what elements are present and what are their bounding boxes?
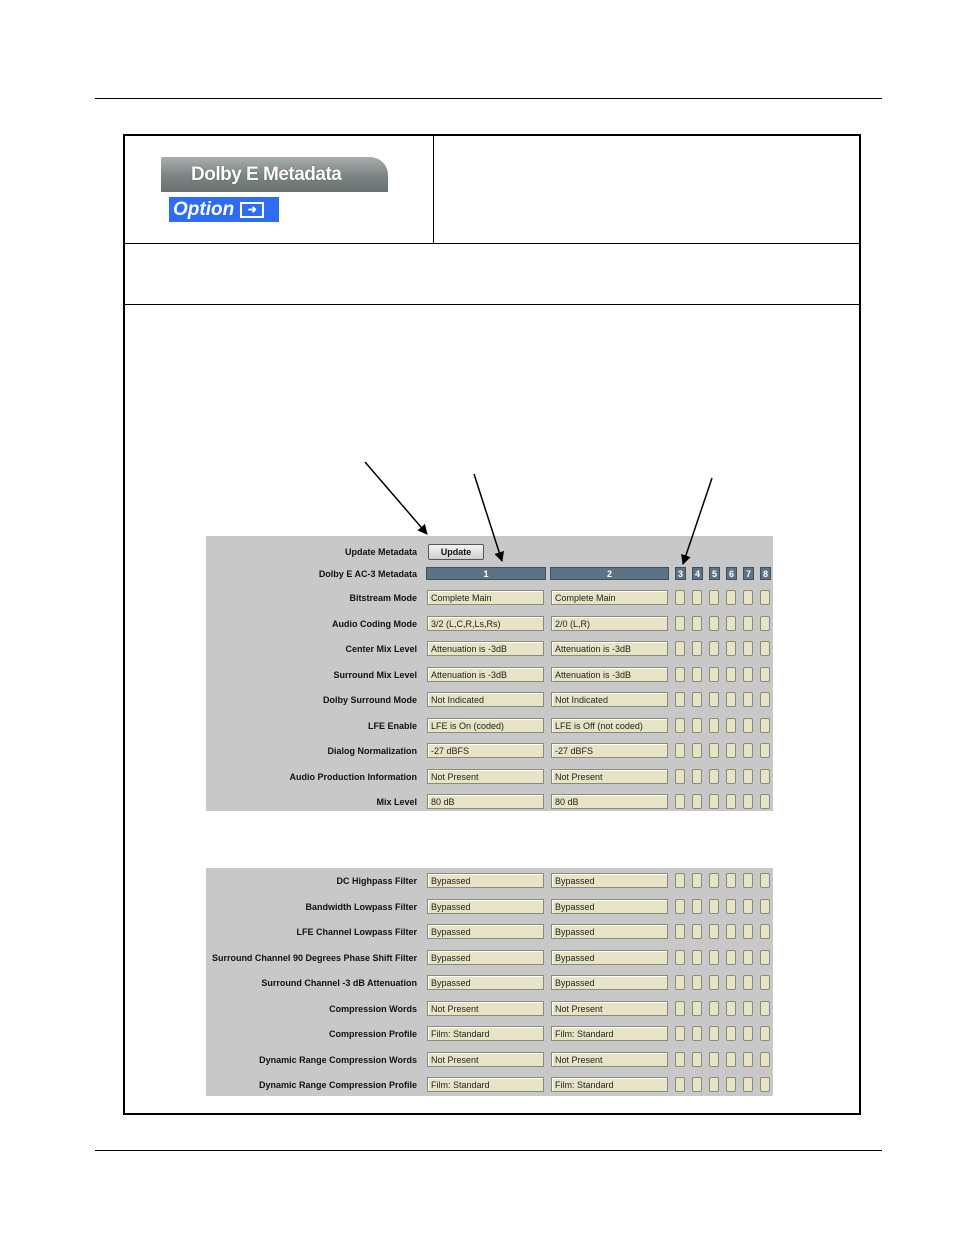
channel-1-header: 1 <box>426 567 546 580</box>
callout-arrow-update <box>365 462 427 534</box>
channel-1-value[interactable]: Not Present <box>427 1052 544 1067</box>
row-label: Compression Profile <box>328 1029 417 1039</box>
channel-2-value[interactable]: Not Present <box>551 769 668 784</box>
row-label: Surround Channel 90 Degrees Phase Shift Filter <box>211 952 417 963</box>
channel-1-value[interactable]: LFE is On (coded) <box>427 718 544 733</box>
channel-2-value[interactable]: Attenuation is -3dB <box>551 641 668 656</box>
callout-arrow-channel-1 <box>474 474 502 561</box>
channel-1-value[interactable]: Film: Standard <box>427 1077 544 1092</box>
channel-1-value[interactable]: Not Present <box>427 769 544 784</box>
channel-1-value[interactable]: Bypassed <box>427 950 544 965</box>
channel-2-value[interactable]: Complete Main <box>551 590 668 605</box>
channel-1-value[interactable]: Bypassed <box>427 975 544 990</box>
arrow-right-box-icon: ➜ <box>240 202 264 218</box>
channel-1-value[interactable]: Not Present <box>427 1001 544 1016</box>
channel-1-value[interactable]: Bypassed <box>427 899 544 914</box>
channel-1-value[interactable]: Attenuation is -3dB <box>427 641 544 656</box>
tab-label: Dolby E Metadata <box>191 163 342 185</box>
channel-2-value[interactable]: Bypassed <box>551 873 668 888</box>
channel-1-value[interactable]: 80 dB <box>427 794 544 809</box>
update-metadata-label: Update Metadata <box>344 547 417 557</box>
row-label: LFE Channel Lowpass Filter <box>296 927 417 937</box>
channel-1-value[interactable]: Not Indicated <box>427 692 544 707</box>
channel-1-value[interactable]: Complete Main <box>427 590 544 605</box>
channel-2-value[interactable]: Bypassed <box>551 924 668 939</box>
channel-2-value[interactable]: LFE is Off (not coded) <box>551 718 668 733</box>
row-label: Audio Coding Mode <box>332 618 417 629</box>
row-label: Center Mix Level <box>345 644 417 654</box>
row-label: Dialog Normalization <box>327 746 417 756</box>
channel-1-value[interactable]: Bypassed <box>427 924 544 939</box>
channel-2-value[interactable]: -27 dBFS <box>551 743 668 758</box>
row-label: LFE Enable <box>367 720 417 731</box>
channel-2-header: 2 <box>550 567 669 580</box>
row-label: Dolby Surround Mode <box>323 695 417 705</box>
channel-1-value[interactable]: Bypassed <box>427 873 544 888</box>
row-label: Bandwidth Lowpass Filter <box>305 901 417 912</box>
row-label: Compression Words <box>329 1003 417 1014</box>
dolby-ac3-header-label: Dolby E AC-3 Metadata <box>318 569 417 579</box>
channel-2-value[interactable]: 2/0 (L,R) <box>551 616 668 631</box>
row-label: Mix Level <box>376 797 417 807</box>
update-button[interactable]: Update <box>428 544 484 560</box>
row-label: Dynamic Range Compression Profile <box>258 1080 417 1090</box>
row-label: Dynamic Range Compression Words <box>259 1054 417 1065</box>
channel-1-value[interactable]: Film: Standard <box>427 1026 544 1041</box>
channel-8-header: 8 <box>760 567 771 580</box>
callout-arrow-small-channels <box>683 478 712 564</box>
channel-7-header: 7 <box>743 567 754 580</box>
row-label: DC Highpass Filter <box>336 876 417 886</box>
channel-2-value[interactable]: Not Present <box>551 1052 668 1067</box>
row-label: Surround Mix Level <box>333 669 417 680</box>
channel-2-value[interactable]: Bypassed <box>551 950 668 965</box>
channel-2-value[interactable]: Bypassed <box>551 975 668 990</box>
channel-3-header: 3 <box>675 567 686 580</box>
channel-2-value[interactable]: 80 dB <box>551 794 668 809</box>
channel-2-value[interactable]: Film: Standard <box>551 1026 668 1041</box>
channel-1-value[interactable]: 3/2 (L,C,R,Ls,Rs) <box>427 616 544 631</box>
channel-1-value[interactable]: Attenuation is -3dB <box>427 667 544 682</box>
channel-2-value[interactable]: Bypassed <box>551 899 668 914</box>
channel-2-value[interactable]: Not Present <box>551 1001 668 1016</box>
channel-2-value[interactable]: Not Indicated <box>551 692 668 707</box>
row-label: Bitstream Mode <box>349 593 417 603</box>
channel-2-value[interactable]: Film: Standard <box>551 1077 668 1092</box>
row-label: Surround Channel -3 dB Attenuation <box>261 978 417 988</box>
channel-1-value[interactable]: -27 dBFS <box>427 743 544 758</box>
row-label: Audio Production Information <box>289 771 417 782</box>
channel-5-header: 5 <box>709 567 720 580</box>
channel-2-value[interactable]: Attenuation is -3dB <box>551 667 668 682</box>
channel-6-header: 6 <box>726 567 737 580</box>
channel-4-header: 4 <box>692 567 703 580</box>
option-label: Option <box>173 198 235 220</box>
